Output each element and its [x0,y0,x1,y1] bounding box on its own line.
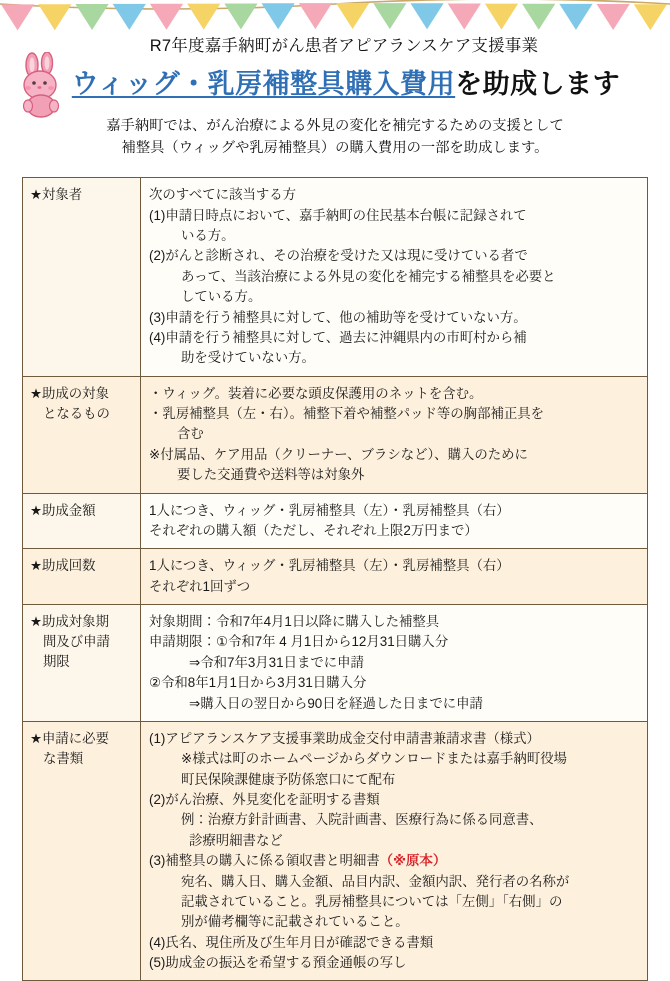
table-body-line: 記載されていること。乳房補整具については「左側」「右側」の [181,893,563,909]
table-row-header-line: ★対象者 [30,187,83,203]
table-row [23,605,647,722]
table-body-line: ・乳房補整具（左・右）。補整下着や補整パッド等の胸部補正具を [149,406,545,422]
original-document-note: （※原本） [379,853,447,869]
table-row-header-line: ★助成金額 [30,502,96,518]
table-body-line: (3)補整具の購入に係る領収書と明細書（※原本） [149,853,447,869]
table-body-line: いる方。 [181,228,235,244]
title-emphasis: ウィッグ・乳房補整具購入費用 [71,69,456,99]
table-body-line: している方。 [181,289,262,305]
table-body-line: ⇒令和7年3月31日までに申請 [189,654,364,670]
table-row-header [23,605,141,721]
title-tail: を助成します [455,69,621,99]
table-body-line: 診療明細書など [189,832,283,848]
table-row-header-line: となるもの [43,405,110,421]
table-row [23,178,647,376]
table-body-line: 1人につき、ウィッグ・乳房補整具（左）・乳房補整具（右） [149,558,510,574]
table-body-line: ・ウィッグ。装着に必要な頭皮保護用のネットを含む。 [149,385,483,401]
table-body-line: 対象期間：令和7年4月1日以降に購入した補整具 [149,614,440,630]
table-body-line: 例：治療方針計画書、入院計画書、医療行為に係る同意書、 [181,812,543,828]
table-body-line: 申請期限：①令和7年 4 月1日から12月31日購入分 [149,634,449,650]
table-body-line: ②令和8年1月1日から3月31日購入分 [149,675,367,691]
program-line: R7年度嘉手納町がん患者アピアランスケア支援事業 [149,37,539,55]
table-body-line: ⇒購入日の翌日から90日を経過した日までに申請 [189,695,483,711]
table-body-line: (4)氏名、現住所及び生年月日が確認できる書類 [149,934,434,950]
table-row-body [141,377,647,493]
table-row [23,494,647,550]
table-row-body [141,549,647,604]
table-body-line: (3)申請を行う補整具に対して、他の補助等を受けていない方。 [149,309,527,325]
lead-line-2: 補整具（ウィッグや乳房補整具）の購入費用の一部を助成します。 [121,140,549,157]
table-body-line: 含む [177,426,204,442]
table-row-header [23,178,141,375]
table-body-line: (1)申請日時点において、嘉手納町の住民基本台帳に記録されて [149,207,527,223]
table-row-body [141,494,647,549]
table-row-body [141,722,647,981]
table-row-header [23,722,141,981]
table-row-header [23,377,141,493]
table-body-line: (4)申請を行う補整具に対して、過去に沖縄県内の市町村から補 [149,329,527,345]
table-row-header-line: ★申請に必要 [30,730,109,746]
table-body-line: それぞれの購入額（ただし、それぞれ上限2万円まで） [149,522,478,538]
table-body-line: それぞれ1回ずつ [149,578,251,594]
table-body-line: ※付属品、ケア用品（クリーナー、ブラシなど）、購入のために [149,446,528,462]
table-body-line: ※様式は町のホームページからダウンロードまたは嘉手納町役場 [181,751,567,767]
table-body-line: 町民保険課健康予防係窓口にて配布 [181,771,396,787]
table-body-line: (2)がんと診断され、その治療を受けた又は現に受けている者で [149,248,528,264]
table-body-line: 助を受けていない方。 [181,350,315,366]
table-row [23,722,647,981]
document-header [0,0,670,101]
table-row-header-line: ★助成対象期 [30,614,109,630]
table-body-line: 要した交通費や送料等は対象外 [177,467,365,483]
table-body-line: (2)がん治療、外見変化を証明する書類 [149,792,380,808]
table-row-header-line: 期限 [43,654,70,670]
table-body-line: あって、当該治療による外見の変化を補完する補整具を必要と [181,268,556,284]
page-title [0,62,670,101]
table-row-header-line: ★助成回数 [30,558,96,574]
eligibility-table [22,177,648,981]
table-body-line: 1人につき、ウィッグ・乳房補整具（左）・乳房補整具（右） [149,502,510,518]
table-body-line: 次のすべてに該当する方 [149,187,297,203]
rabbit-mascot-icon [14,52,72,118]
table-row-body [141,605,647,721]
table-body-line: (5)助成金の振込を希望する預金通帳の写し [149,955,407,971]
table-body-line: 宛名、購入日、購入金額、品目内訳、金額内訳、発行者の名称が [181,873,570,889]
table-body-line: (1)アピアランスケア支援事業助成金交付申請書兼請求書（様式） [149,730,540,746]
table-row-header-line: 間及び申請 [43,634,110,650]
table-row [23,549,647,605]
table-body-line: 別が備考欄等に記載されていること。 [181,914,409,930]
table-row-header-line: な書類 [43,751,84,767]
table-row-header [23,494,141,549]
lead-paragraph [0,115,670,159]
table-row-body [141,178,647,375]
table-row-header [23,549,141,604]
table-row [23,377,647,494]
table-row-header-line: ★助成の対象 [30,385,109,401]
lead-line-1: 嘉手納町では、がん治療による外見の変化を補完するための支援として [106,118,564,134]
